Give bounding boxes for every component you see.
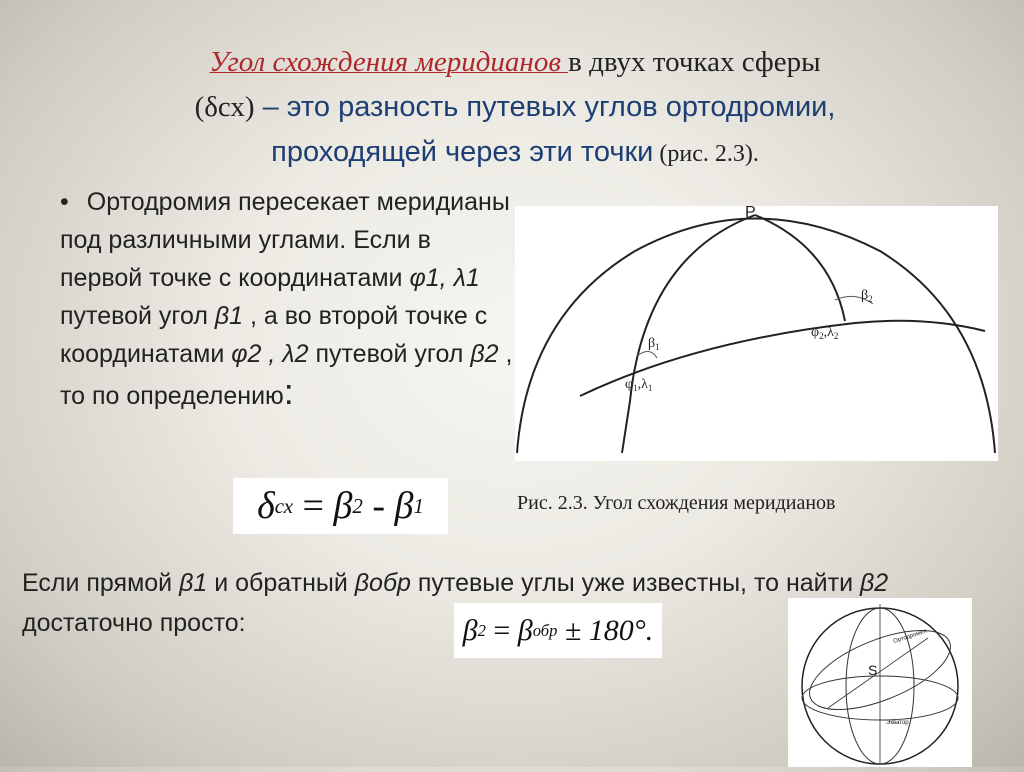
figure-orthodromy — [515, 206, 998, 461]
bullet-coord1: φ1, λ1 — [409, 264, 480, 292]
sphere-orthodromy-label: Ортодромия — [892, 628, 928, 645]
bottom-text-1: Если прямой — [22, 569, 180, 597]
bottom-beta1: β1 — [179, 569, 208, 597]
beta1-label: $\beta_1$ — [648, 336, 660, 352]
bottom-beta-obr: βобр — [354, 569, 411, 597]
formula2-beta2: β — [462, 613, 478, 647]
title-part1: в двух точках сферы — [568, 46, 821, 78]
orthodromy-diagram — [515, 206, 998, 461]
figure-caption: Рис. 2.3. Угол схождения меридианов — [517, 492, 836, 514]
sphere-outline — [517, 219, 995, 454]
formula1-eq: = — [293, 485, 334, 527]
bullet-text-4: путевой угол — [308, 340, 471, 368]
bottom-text-3: путевые углы уже известны, то найти — [410, 569, 861, 597]
formula2-rest: ± 180°. — [557, 613, 654, 647]
beta1-arc — [637, 351, 657, 358]
formula1-beta2: β — [333, 485, 353, 527]
bullet-beta2: β2 — [470, 340, 499, 368]
sphere-figure — [788, 598, 972, 767]
formula1-delta: δ — [257, 485, 275, 527]
bullet-text-3: , а во второй точке с координатами — [60, 302, 488, 368]
title-term: Угол схождения меридианов — [209, 46, 569, 78]
sphere-equator-label: Экватор — [886, 720, 909, 726]
sphere-diagram — [788, 598, 972, 767]
meridian-1 — [622, 215, 755, 453]
bullet-beta1: β1 — [214, 302, 244, 330]
sphere-chord — [828, 638, 928, 708]
bullet-text-5: , то по определению — [60, 340, 513, 410]
bottom-beta2: β2 — [860, 569, 889, 597]
title-line3: проходящей через эти точки — [271, 136, 654, 168]
title-figure-ref: (рис. 2.3). — [653, 141, 759, 167]
formula2-beta2-sub: 2 — [477, 620, 486, 640]
formula1-minus: - — [362, 485, 395, 527]
bottom-text-2: и обратный — [207, 569, 355, 597]
point1-label: $\varphi_1,\lambda_1$ — [625, 377, 653, 393]
formula2-beta-obr: β — [517, 613, 533, 647]
formula1-delta-sub: сх — [274, 493, 294, 518]
bullet-marker: • — [60, 188, 69, 216]
slide-title — [60, 40, 970, 177]
formula-convergence — [233, 478, 448, 534]
formula-reverse-course — [454, 603, 662, 658]
beta2-label: $\beta_2$ — [861, 288, 873, 304]
bullet-paragraph — [60, 183, 515, 415]
title-symbol: (δсх) — [194, 91, 255, 123]
bullet-text-1: Ортодромия пересекает меридианы под различными углами. Если в первой точке с координатами — [60, 188, 510, 292]
formula2-beta-obr-sub: обр — [532, 620, 558, 640]
bullet-colon: : — [283, 371, 294, 412]
bullet-coord2: φ2 , λ2 — [231, 340, 309, 368]
formula1-beta1-sub: 1 — [413, 493, 424, 518]
point2-label: $\varphi_2,\lambda_2$ — [811, 325, 839, 341]
title-definition: – это разность путевых углов ортодромии, — [254, 91, 836, 123]
bullet-text-2: путевой угол — [60, 302, 215, 330]
formula2-eq: = — [485, 613, 518, 647]
sphere-s-label: S — [868, 662, 878, 678]
pole-label: P — [745, 206, 756, 221]
formula1-beta2-sub: 2 — [352, 493, 363, 518]
bottom-text-4: достаточно просто: — [22, 609, 246, 637]
formula1-beta1: β — [394, 485, 414, 527]
